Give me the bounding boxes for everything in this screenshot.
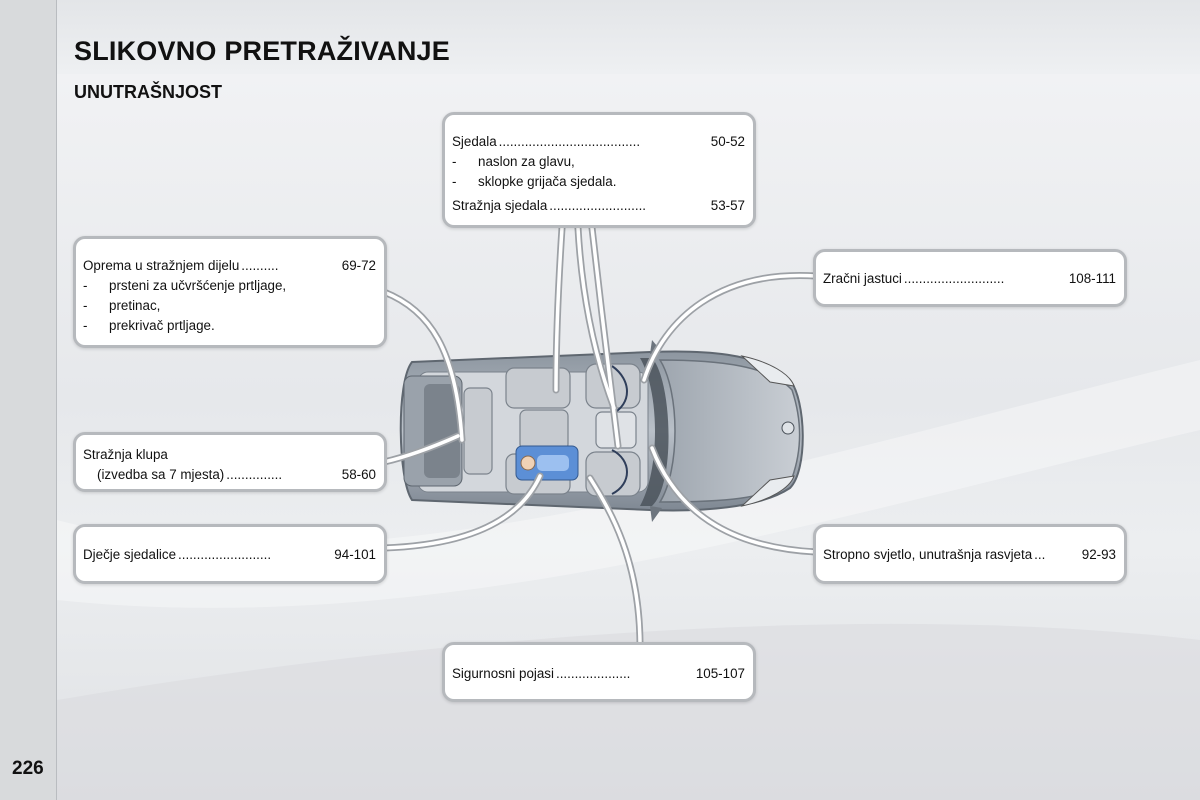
leader-dots: ........................... — [903, 271, 1005, 286]
leader-dots: ......................... — [178, 547, 272, 562]
seats-sub-item — [452, 152, 745, 172]
bullet-dash: - — [83, 298, 88, 313]
child-seats-label: Dječje sjedalice — [83, 547, 177, 562]
seats-sub-item — [452, 172, 745, 192]
seats-row — [452, 132, 745, 152]
rear-seats-label: Stražnja sjedala — [452, 198, 548, 213]
bullet-dash: - — [83, 318, 88, 333]
ceiling-light-row — [823, 545, 1116, 565]
bullet-dash: - — [452, 174, 457, 189]
leader-dots: .......................... — [549, 198, 647, 213]
child-seats-row — [83, 545, 376, 565]
sub-item-text: prekrivač prtljage. — [109, 318, 215, 333]
sub-item-text: prsteni za učvršćenje prtljage, — [109, 278, 287, 293]
leader-dots: .......... — [241, 258, 279, 273]
seats-label: Sjedala — [452, 134, 497, 149]
page-title: SLIKOVNO PRETRAŽIVANJE — [74, 36, 450, 66]
rear-equipment-label: Oprema u stražnjem dijelu — [83, 258, 240, 273]
rear-seats-row — [452, 196, 745, 216]
rear-bench-row — [83, 465, 376, 485]
leader-dots: ............... — [226, 467, 283, 482]
seatbelts-pages: 105-107 — [695, 666, 745, 681]
airbags-pages: 108-111 — [1068, 271, 1116, 286]
seatbelts-label: Sigurnosni pojasi — [452, 666, 554, 681]
bullet-dash: - — [452, 154, 457, 169]
leader-dots: ...................................... — [498, 134, 641, 149]
seats-pages: 50-52 — [710, 134, 745, 149]
seatbelts-row — [452, 664, 745, 684]
callout-ceiling-light — [813, 524, 1127, 584]
callout-airbags — [813, 249, 1127, 307]
sub-item-text: pretinac, — [109, 298, 161, 313]
sub-item-text: sklopke grijača sjedala. — [478, 174, 617, 189]
ceiling-light-label: Stropno svjetlo, unutrašnja rasvjeta — [823, 547, 1033, 562]
rear-equipment-sub-item — [83, 296, 376, 316]
callout-rear-bench — [73, 432, 387, 492]
rear-equipment-sub-item — [83, 276, 376, 296]
rear-equipment-row — [83, 256, 376, 276]
rear-seats-pages: 53-57 — [710, 198, 745, 213]
airbags-label: Zračni jastuci — [823, 271, 902, 286]
callout-seats — [442, 112, 756, 228]
rear-equipment-pages: 69-72 — [341, 258, 376, 273]
child-seat-figure — [516, 446, 578, 480]
ceiling-light-pages: 92-93 — [1081, 547, 1116, 562]
section-title: UNUTRAŠNJOST — [74, 82, 223, 102]
child-seats-pages: 94-101 — [334, 547, 376, 562]
rear-bench-label: (izvedba sa 7 mjesta) — [97, 467, 225, 482]
airbags-row — [823, 269, 1116, 289]
rear-bench-line1: Stražnja klupa — [83, 447, 168, 462]
page-number: 226 — [12, 758, 44, 779]
leader-dots: .................... — [555, 666, 631, 681]
leader-dots: ... — [1034, 547, 1046, 562]
rear-equipment-sub-item — [83, 316, 376, 336]
callout-rear-equipment — [73, 236, 387, 348]
sub-item-text: naslon za glavu, — [478, 154, 575, 169]
callout-child-seats — [73, 524, 387, 584]
bullet-dash: - — [83, 278, 88, 293]
callout-seatbelts — [442, 642, 756, 702]
rear-bench-pages: 58-60 — [341, 467, 376, 482]
